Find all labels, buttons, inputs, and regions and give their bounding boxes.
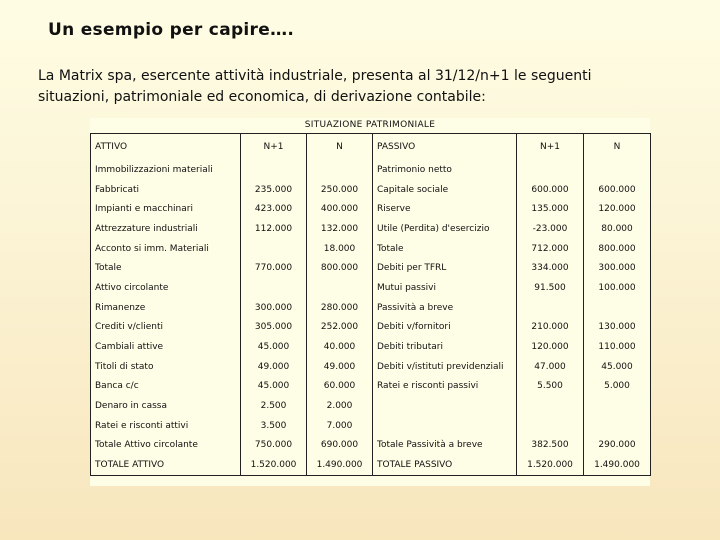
- cell-attivo-voce: Crediti v/clienti: [91, 318, 241, 338]
- table-row: [91, 278, 651, 298]
- cell-passivo-n: [584, 416, 651, 436]
- cell-attivo-voce: Attrezzature industriali: [91, 219, 241, 239]
- header-passivo-n: N: [584, 134, 651, 161]
- table-row: [91, 416, 651, 436]
- cell-attivo-voce: Cambiali attive: [91, 337, 241, 357]
- cell-passivo-n: 110.000: [584, 337, 651, 357]
- table-row: [91, 377, 651, 397]
- cell-passivo-voce: Totale: [373, 239, 517, 259]
- cell-passivo-voce: Patrimonio netto: [373, 160, 517, 180]
- cell-attivo-voce: Totale Attivo circolante: [91, 436, 241, 456]
- header-passivo: PASSIVO: [373, 134, 517, 161]
- cell-passivo-n: 800.000: [584, 239, 651, 259]
- cell-passivo-voce: Passività a breve: [373, 298, 517, 318]
- cell-passivo-n1: 120.000: [517, 337, 584, 357]
- cell-passivo-n: [584, 298, 651, 318]
- cell-passivo-n1: -23.000: [517, 219, 584, 239]
- cell-attivo-voce: Impianti e macchinari: [91, 199, 241, 219]
- cell-passivo-voce: Totale Passività a breve: [373, 436, 517, 456]
- header-passivo-n1: N+1: [517, 134, 584, 161]
- table-row: [91, 180, 651, 200]
- cell-attivo-n: 1.490.000: [307, 455, 373, 475]
- cell-passivo-n1: [517, 160, 584, 180]
- table-caption: SITUAZIONE PATRIMONIALE: [304, 120, 436, 130]
- cell-attivo-voce: Totale: [91, 258, 241, 278]
- cell-attivo-n1: 1.520.000: [241, 455, 307, 475]
- cell-passivo-voce: [373, 396, 517, 416]
- balance-sheet-table: [90, 133, 651, 476]
- table-row: [91, 357, 651, 377]
- cell-attivo-n: [307, 278, 373, 298]
- cell-attivo-n: [307, 160, 373, 180]
- cell-attivo-n1: 300.000: [241, 298, 307, 318]
- table-row: [91, 436, 651, 456]
- cell-passivo-voce: Ratei e risconti passivi: [373, 377, 517, 397]
- cell-passivo-n: 300.000: [584, 258, 651, 278]
- cell-attivo-voce: Titoli di stato: [91, 357, 241, 377]
- cell-passivo-n: 100.000: [584, 278, 651, 298]
- table-row: [91, 455, 651, 475]
- cell-attivo-voce: Acconto si imm. Materiali: [91, 239, 241, 259]
- cell-passivo-n1: 135.000: [517, 199, 584, 219]
- cell-attivo-n1: [241, 278, 307, 298]
- cell-attivo-n1: 423.000: [241, 199, 307, 219]
- cell-passivo-n1: 1.520.000: [517, 455, 584, 475]
- cell-attivo-n: 400.000: [307, 199, 373, 219]
- cell-passivo-n: 290.000: [584, 436, 651, 456]
- table-row: [91, 396, 651, 416]
- cell-passivo-n1: [517, 396, 584, 416]
- cell-passivo-voce: Debiti v/istituti previdenziali: [373, 357, 517, 377]
- cell-attivo-n: 7.000: [307, 416, 373, 436]
- cell-attivo-n: 250.000: [307, 180, 373, 200]
- cell-passivo-voce: Debiti per TFRL: [373, 258, 517, 278]
- cell-passivo-voce: Utile (Perdita) d'esercizio: [373, 219, 517, 239]
- cell-passivo-n: [584, 160, 651, 180]
- cell-attivo-voce: Immobilizzazioni materiali: [91, 160, 241, 180]
- cell-passivo-n: 120.000: [584, 199, 651, 219]
- table-row: [91, 337, 651, 357]
- cell-attivo-voce: Banca c/c: [91, 377, 241, 397]
- cell-attivo-voce: TOTALE ATTIVO: [91, 455, 241, 475]
- intro-paragraph: La Matrix spa, esercente attività industriale, presenta al 31/12/n+1 le seguenti situazioni, patrimoniale ed economica, di derivazione contabile:: [38, 68, 592, 105]
- cell-attivo-n1: 45.000: [241, 377, 307, 397]
- table-row: [91, 239, 651, 259]
- table-row: [91, 219, 651, 239]
- cell-passivo-voce: Riserve: [373, 199, 517, 219]
- cell-passivo-n1: 210.000: [517, 318, 584, 338]
- cell-passivo-voce: TOTALE PASSIVO: [373, 455, 517, 475]
- cell-attivo-n1: 3.500: [241, 416, 307, 436]
- cell-passivo-n: 80.000: [584, 219, 651, 239]
- header-attivo-n: N: [307, 134, 373, 161]
- cell-passivo-voce: Debiti v/fornitori: [373, 318, 517, 338]
- header-attivo-n1: N+1: [241, 134, 307, 161]
- table-row: [91, 298, 651, 318]
- cell-attivo-n1: [241, 160, 307, 180]
- cell-passivo-voce: Debiti tributari: [373, 337, 517, 357]
- cell-passivo-voce: Capitale sociale: [373, 180, 517, 200]
- cell-attivo-voce: Attivo circolante: [91, 278, 241, 298]
- cell-attivo-voce: Denaro in cassa: [91, 396, 241, 416]
- cell-attivo-n1: 49.000: [241, 357, 307, 377]
- cell-attivo-n1: [241, 239, 307, 259]
- cell-passivo-n: 130.000: [584, 318, 651, 338]
- cell-passivo-n: 600.000: [584, 180, 651, 200]
- cell-attivo-n1: 2.500: [241, 396, 307, 416]
- cell-attivo-voce: Rimanenze: [91, 298, 241, 318]
- cell-passivo-n1: 600.000: [517, 180, 584, 200]
- cell-attivo-n1: 750.000: [241, 436, 307, 456]
- header-attivo: ATTIVO: [91, 134, 241, 161]
- table-row: [91, 160, 651, 180]
- cell-passivo-n1: 712.000: [517, 239, 584, 259]
- cell-attivo-n: 132.000: [307, 219, 373, 239]
- cell-attivo-n1: 305.000: [241, 318, 307, 338]
- cell-passivo-n: 45.000: [584, 357, 651, 377]
- cell-attivo-n: 18.000: [307, 239, 373, 259]
- cell-passivo-n1: [517, 298, 584, 318]
- table-row: [91, 258, 651, 278]
- cell-passivo-n1: 91.500: [517, 278, 584, 298]
- cell-passivo-n: 1.490.000: [584, 455, 651, 475]
- cell-attivo-n: 252.000: [307, 318, 373, 338]
- header-row: [91, 134, 651, 161]
- cell-attivo-n: 690.000: [307, 436, 373, 456]
- cell-passivo-n: 5.000: [584, 377, 651, 397]
- cell-passivo-voce: Mutui passivi: [373, 278, 517, 298]
- table-row: [91, 199, 651, 219]
- cell-passivo-n1: 382.500: [517, 436, 584, 456]
- cell-passivo-n1: [517, 416, 584, 436]
- cell-attivo-voce: Ratei e risconti attivi: [91, 416, 241, 436]
- cell-passivo-voce: [373, 416, 517, 436]
- cell-attivo-n: 800.000: [307, 258, 373, 278]
- cell-attivo-n1: 770.000: [241, 258, 307, 278]
- cell-attivo-n1: 112.000: [241, 219, 307, 239]
- cell-attivo-n1: 45.000: [241, 337, 307, 357]
- cell-attivo-n: 2.000: [307, 396, 373, 416]
- balance-sheet: [90, 118, 650, 486]
- cell-attivo-voce: Fabbricati: [91, 180, 241, 200]
- cell-passivo-n1: 334.000: [517, 258, 584, 278]
- cell-attivo-n1: 235.000: [241, 180, 307, 200]
- cell-attivo-n: 280.000: [307, 298, 373, 318]
- cell-attivo-n: 60.000: [307, 377, 373, 397]
- cell-passivo-n1: 47.000: [517, 357, 584, 377]
- cell-attivo-n: 40.000: [307, 337, 373, 357]
- slide-title: Un esempio per capire….: [48, 20, 295, 40]
- cell-attivo-n: 49.000: [307, 357, 373, 377]
- table-row: [91, 318, 651, 338]
- cell-passivo-n: [584, 396, 651, 416]
- cell-passivo-n1: 5.500: [517, 377, 584, 397]
